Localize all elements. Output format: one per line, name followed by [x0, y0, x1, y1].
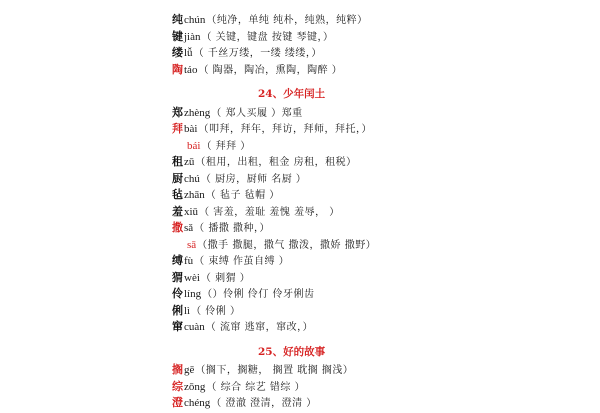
entry-pinyin: lǚ [184, 47, 193, 59]
entry-char: 毡 [172, 188, 183, 201]
entry-pinyin: lì [184, 304, 191, 317]
entry-lv [172, 44, 322, 62]
entry-section3-0 [172, 361, 353, 379]
entry-char: 综 [172, 379, 183, 393]
entry-words: （ 综合 综艺 错综 ） [206, 381, 306, 393]
entry-sa-alt [186, 236, 376, 254]
entry-cuan [172, 318, 313, 336]
entry-xiu [172, 203, 340, 221]
entry-zhan [172, 186, 280, 204]
entry-wei [172, 269, 250, 287]
entry-char: 拜 [172, 122, 183, 135]
entry-char: 陶 [172, 62, 183, 76]
entry-section3-1 [172, 378, 305, 396]
entry-words: （ 伶俐 ） [191, 305, 241, 317]
entry-pinyin: zōng [184, 380, 206, 393]
entry-section3-2 [172, 394, 317, 412]
entry-pinyin: chú [184, 172, 200, 185]
entry-chu [172, 170, 306, 188]
entry-char: 键 [172, 29, 183, 43]
entry-words: （ 播撒 撒种，） [194, 223, 271, 234]
entry-words: （ 千丝万缕，一缕 缕缕，） [193, 48, 322, 59]
entry-zheng [172, 104, 303, 122]
entry-pinyin: zū [184, 156, 195, 168]
entry-words: （ 流窜 逃窜，窜改，） [205, 322, 314, 333]
entry-zu [172, 153, 357, 171]
entry-words: （纯净，单纯 纯朴，纯熟，纯粹） [206, 15, 368, 26]
entry-char: 郑 [172, 105, 183, 119]
entry-pinyin: táo [184, 63, 198, 76]
section-heading-hao-de-gushi: 25、好的故事 [258, 345, 326, 358]
entry-ling [172, 285, 314, 303]
entry-pinyin: sā [187, 238, 197, 251]
entry-fu [172, 252, 289, 270]
entry-words: （ 关键，键盘 按键 琴键，） [201, 31, 334, 43]
entry-words: （ 害羞，羞耻 羞愧 羞辱， ） [199, 206, 340, 218]
entry-char: 缚 [172, 254, 183, 267]
entry-words: （ 拜拜 ） [201, 140, 251, 152]
entry-words: （ 束缚 作茧自缚 ） [194, 256, 290, 267]
entry-words: （ 毡子 毡帽 ） [205, 190, 280, 201]
entry-char: 纯 [172, 13, 183, 26]
entry-words: （ 澄澈 澄清，澄清 ） [211, 398, 317, 409]
entry-pinyin: wèi [184, 271, 200, 284]
entry-char: 澄 [172, 396, 183, 409]
entry-pinyin: gē [184, 364, 195, 376]
entry-words: （ 厨房，厨师 名厨 ） [200, 173, 307, 185]
entry-words: （ 郑人买履 ）郑重 [211, 107, 303, 119]
entry-bai [172, 120, 372, 138]
entry-char: 俐 [172, 303, 183, 317]
entry-words: （搁下，搁糖， 搁置 耽搁 搁浅） [195, 365, 354, 376]
entry-pinyin: chéng [184, 397, 211, 409]
entry-pinyin: jiàn [184, 30, 201, 43]
entry-words: （ 刺猬 ） [200, 272, 251, 284]
entry-words: （ 陶器，陶冶，熏陶，陶醉 ） [198, 64, 343, 76]
entry-char: 羞 [172, 204, 183, 218]
entry-pinyin: zhèng [184, 106, 211, 119]
entry-pinyin: líng [184, 288, 202, 300]
entry-char: 搁 [172, 363, 183, 376]
entry-sa [172, 219, 270, 237]
entry-pinyin: bái [187, 139, 201, 152]
entry-char: 厨 [172, 171, 183, 185]
section-heading-shaonian-runtu: 24、少年闰土 [258, 88, 326, 100]
entry-jian [172, 28, 334, 46]
entry-pinyin: sǎ [184, 222, 194, 234]
entry-char: 缕 [172, 46, 183, 59]
entry-pinyin: chún [184, 14, 206, 26]
entry-pinyin: xiū [184, 205, 199, 218]
entry-char: 窜 [172, 320, 183, 333]
entry-tao [172, 61, 342, 79]
entry-bai-alt [186, 137, 251, 155]
entry-words: （叩拜，拜年，拜访，拜师，拜托，） [198, 124, 372, 135]
entry-char: 伶 [172, 287, 183, 300]
entry-pinyin: zhān [184, 189, 205, 201]
entry-char: 租 [172, 155, 183, 168]
entry-pinyin: cuàn [184, 321, 205, 333]
entry-words: （）伶俐 伶仃 伶牙俐齿 [202, 289, 315, 300]
entry-words: （撒手 撒腿，撒气 撒泼，撒娇 撒野） [197, 239, 377, 251]
entry-pinyin: bài [184, 123, 198, 135]
entry-char: 撒 [172, 221, 183, 234]
entry-pinyin: fù [184, 255, 194, 267]
entry-chun [172, 11, 368, 29]
entry-words: （租用，出租，租金 房租，租税） [195, 157, 357, 168]
entry-li [172, 302, 240, 320]
entry-char: 猬 [172, 270, 183, 284]
